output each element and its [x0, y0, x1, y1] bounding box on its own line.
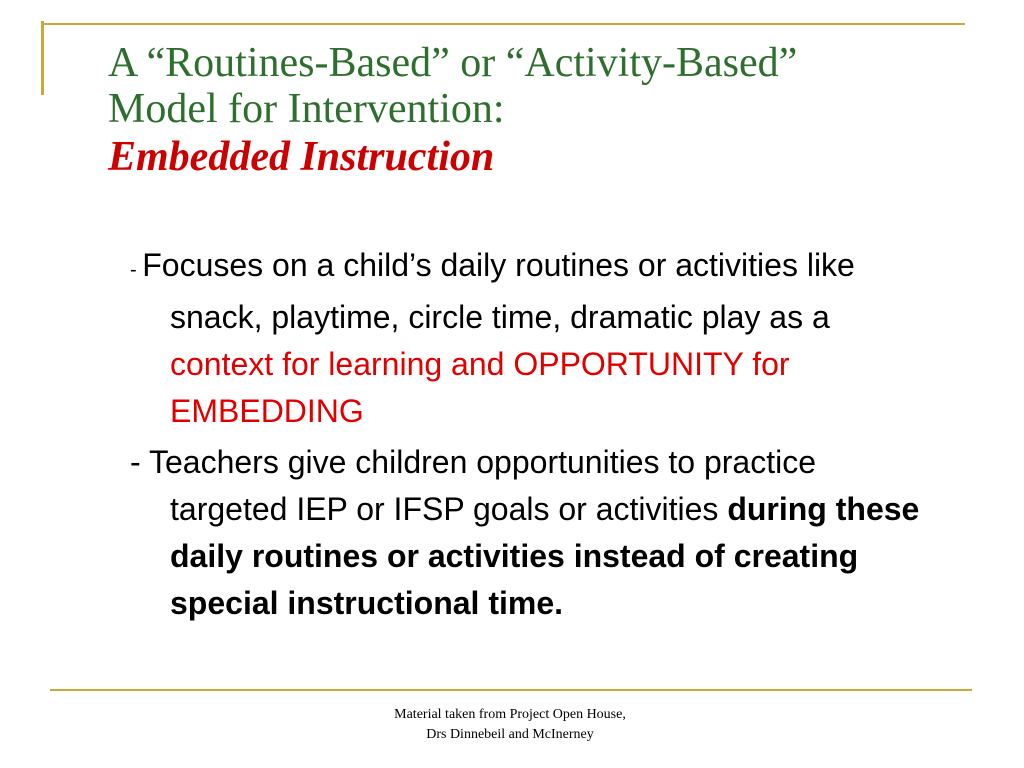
bullet-teachers-opportunities	[130, 439, 930, 627]
title-line-2: Model for Intervention:	[108, 86, 505, 132]
bullet-emphasis: during these daily routines or activities instead of creating special instructional time.	[170, 491, 920, 621]
footer-line-2: Drs Dinnebeil and McInerney	[426, 727, 594, 742]
left-accent-rule	[41, 21, 44, 95]
bullet-highlight: context for learning and OPPORTUNITY for EMBEDDING	[170, 346, 790, 429]
slide-title	[108, 40, 968, 180]
slide-content	[130, 242, 930, 631]
bottom-accent-rule	[50, 689, 972, 691]
bullet-text: Focuses on a child’s daily routines or activities like snack, playtime, circle time, dramatic play as a	[142, 247, 855, 335]
title-line-1: A “Routines-Based” or “Activity-Based”	[108, 40, 798, 86]
bullet-text: Teachers give children opportunities to practice targeted IEP or IFSP goals or activities	[148, 444, 816, 527]
title-subtitle: Embedded Instruction	[108, 134, 495, 180]
top-accent-rule	[44, 23, 965, 25]
bullet-dash: -	[130, 259, 143, 281]
footer-line-1: Material taken from Project Open House,	[394, 707, 626, 722]
bullet-routines-focus	[130, 242, 930, 435]
bullet-dash: -	[130, 444, 149, 480]
footer-credit	[330, 705, 690, 745]
